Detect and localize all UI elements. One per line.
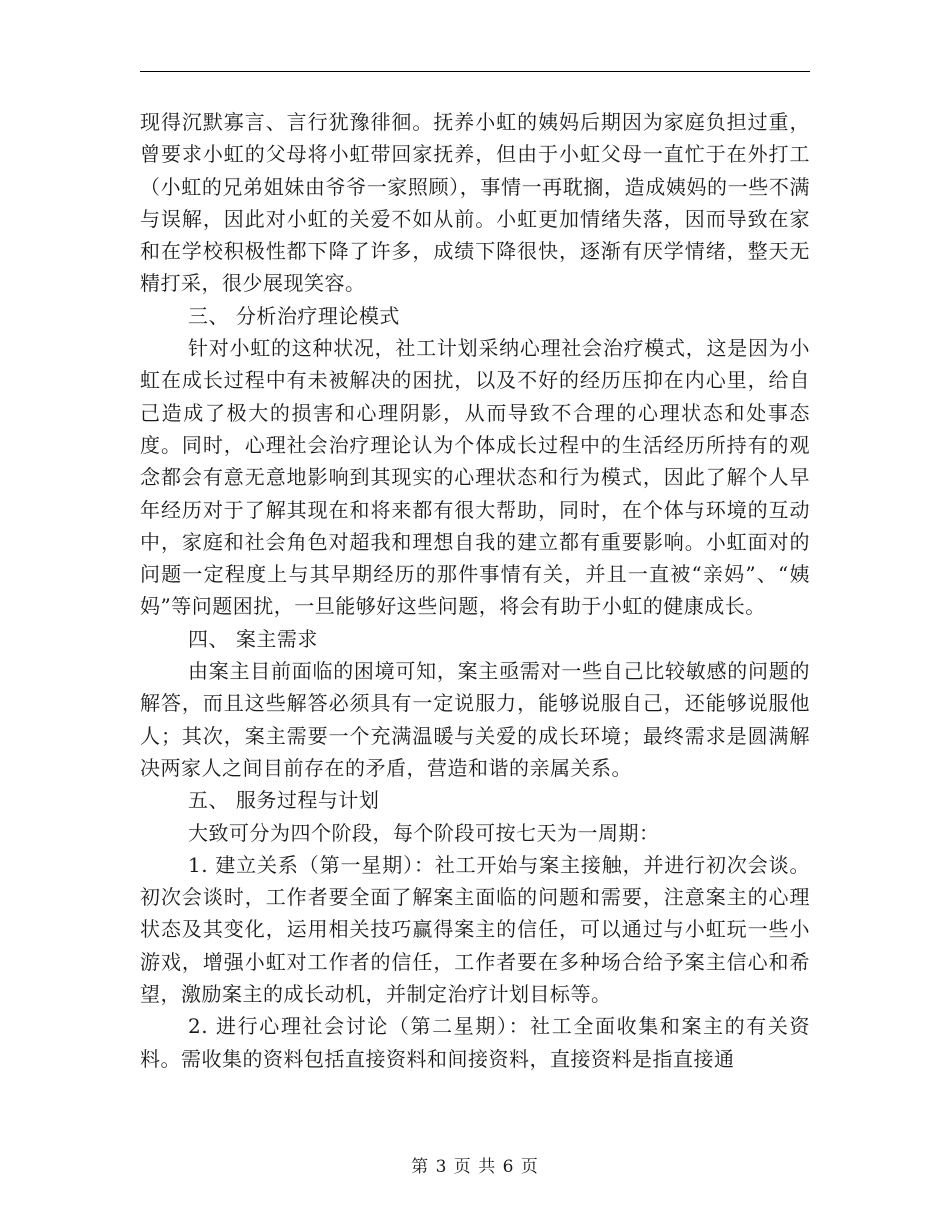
paragraph-stage-2: 2. 进行心理社会讨论（第二星期）：社工全面收集和案主的有关资料。需收集的资料包括直接资料和间接资料，直接资料是指直接通 [140,1014,810,1071]
section-heading-client-needs: 四、 案主需求 [188,626,318,651]
paragraph-stage-1: 1. 建立关系（第一星期）：社工开始与案主接触，并进行初次会谈。初次会谈时，工作者要全面了解案主面临的问题和需要，注意案主的心理状态及其变化，运用相关技巧赢得案主的信任，可以通过与小虹玩一些小游戏，增强小虹对工作者的信任，工作者要在多种场合给予案主信心和希望，激励案主的成长动机，并制定治疗计划目标等。 [140,852,810,1007]
section-heading-service-plan: 五、 服务过程与计划 [188,788,380,813]
page-number-footer: 第 3 页 共 6 页 [411,1157,539,1177]
paragraph-continuation: 现得沉默寡言、言行犹豫徘徊。抚养小虹的姨妈后期因为家庭负担过重，曾要求小虹的父母将小虹带回家抚养，但由于小虹父母一直忙于在外打工（小虹的兄弟姐妹由爷爷一家照顾），事情一再耽搁，造成姨妈的一些不满与误解，因此对小虹的关爱不如从前。小虹更加情绪失落，因而导致在家和在学校积极性都下降了许多，成绩下降很快，逐渐有厌学情绪，整天无精打采，很少展现笑容。 [140,110,810,296]
paragraph-client-needs: 由案主目前面临的困境可知，案主亟需对一些自己比较敏感的问题的解答，而且这些解答必须具有一定说服力，能够说服自己，还能够说服他人；其次，案主需要一个充满温暖与关爱的成长环境；最终需求是圆满解决两家人之间目前存在的矛盾，营造和谐的亲属关系。 [140,659,810,780]
document-body [140,106,810,1075]
paragraph-stages-intro: 大致可分为四个阶段，每个阶段可按七天为一周期： [188,820,660,845]
section-heading-analysis-model: 三、 分析治疗理论模式 [188,303,400,328]
header-rule [140,71,810,72]
paragraph-treatment-model: 针对小虹的这种状况，社工计划采纳心理社会治疗模式，这是因为小虹在成长过程中有未被解决的困扰，以及不好的经历压抑在内心里，给自己造成了极大的损害和心理阴影，从而导致不合理的心理状态和处事态度。同时，心理社会治疗理论认为个体成长过程中的生活经历所持有的观念都会有意无意地影响到其现实的心理状态和行为模式，因此了解个人早年经历对于了解其现在和将来都有很大帮助，同时，在个体与环境的互动中，家庭和社会角色对超我和理想自我的建立都有重要影响。小虹面对的问题一定程度上与其早期经历的那件事情有关，并且一直被“亲妈”、“姨妈”等问题困扰，一旦能够好这些问题，将会有助于小虹的健康成长。 [140,336,810,619]
